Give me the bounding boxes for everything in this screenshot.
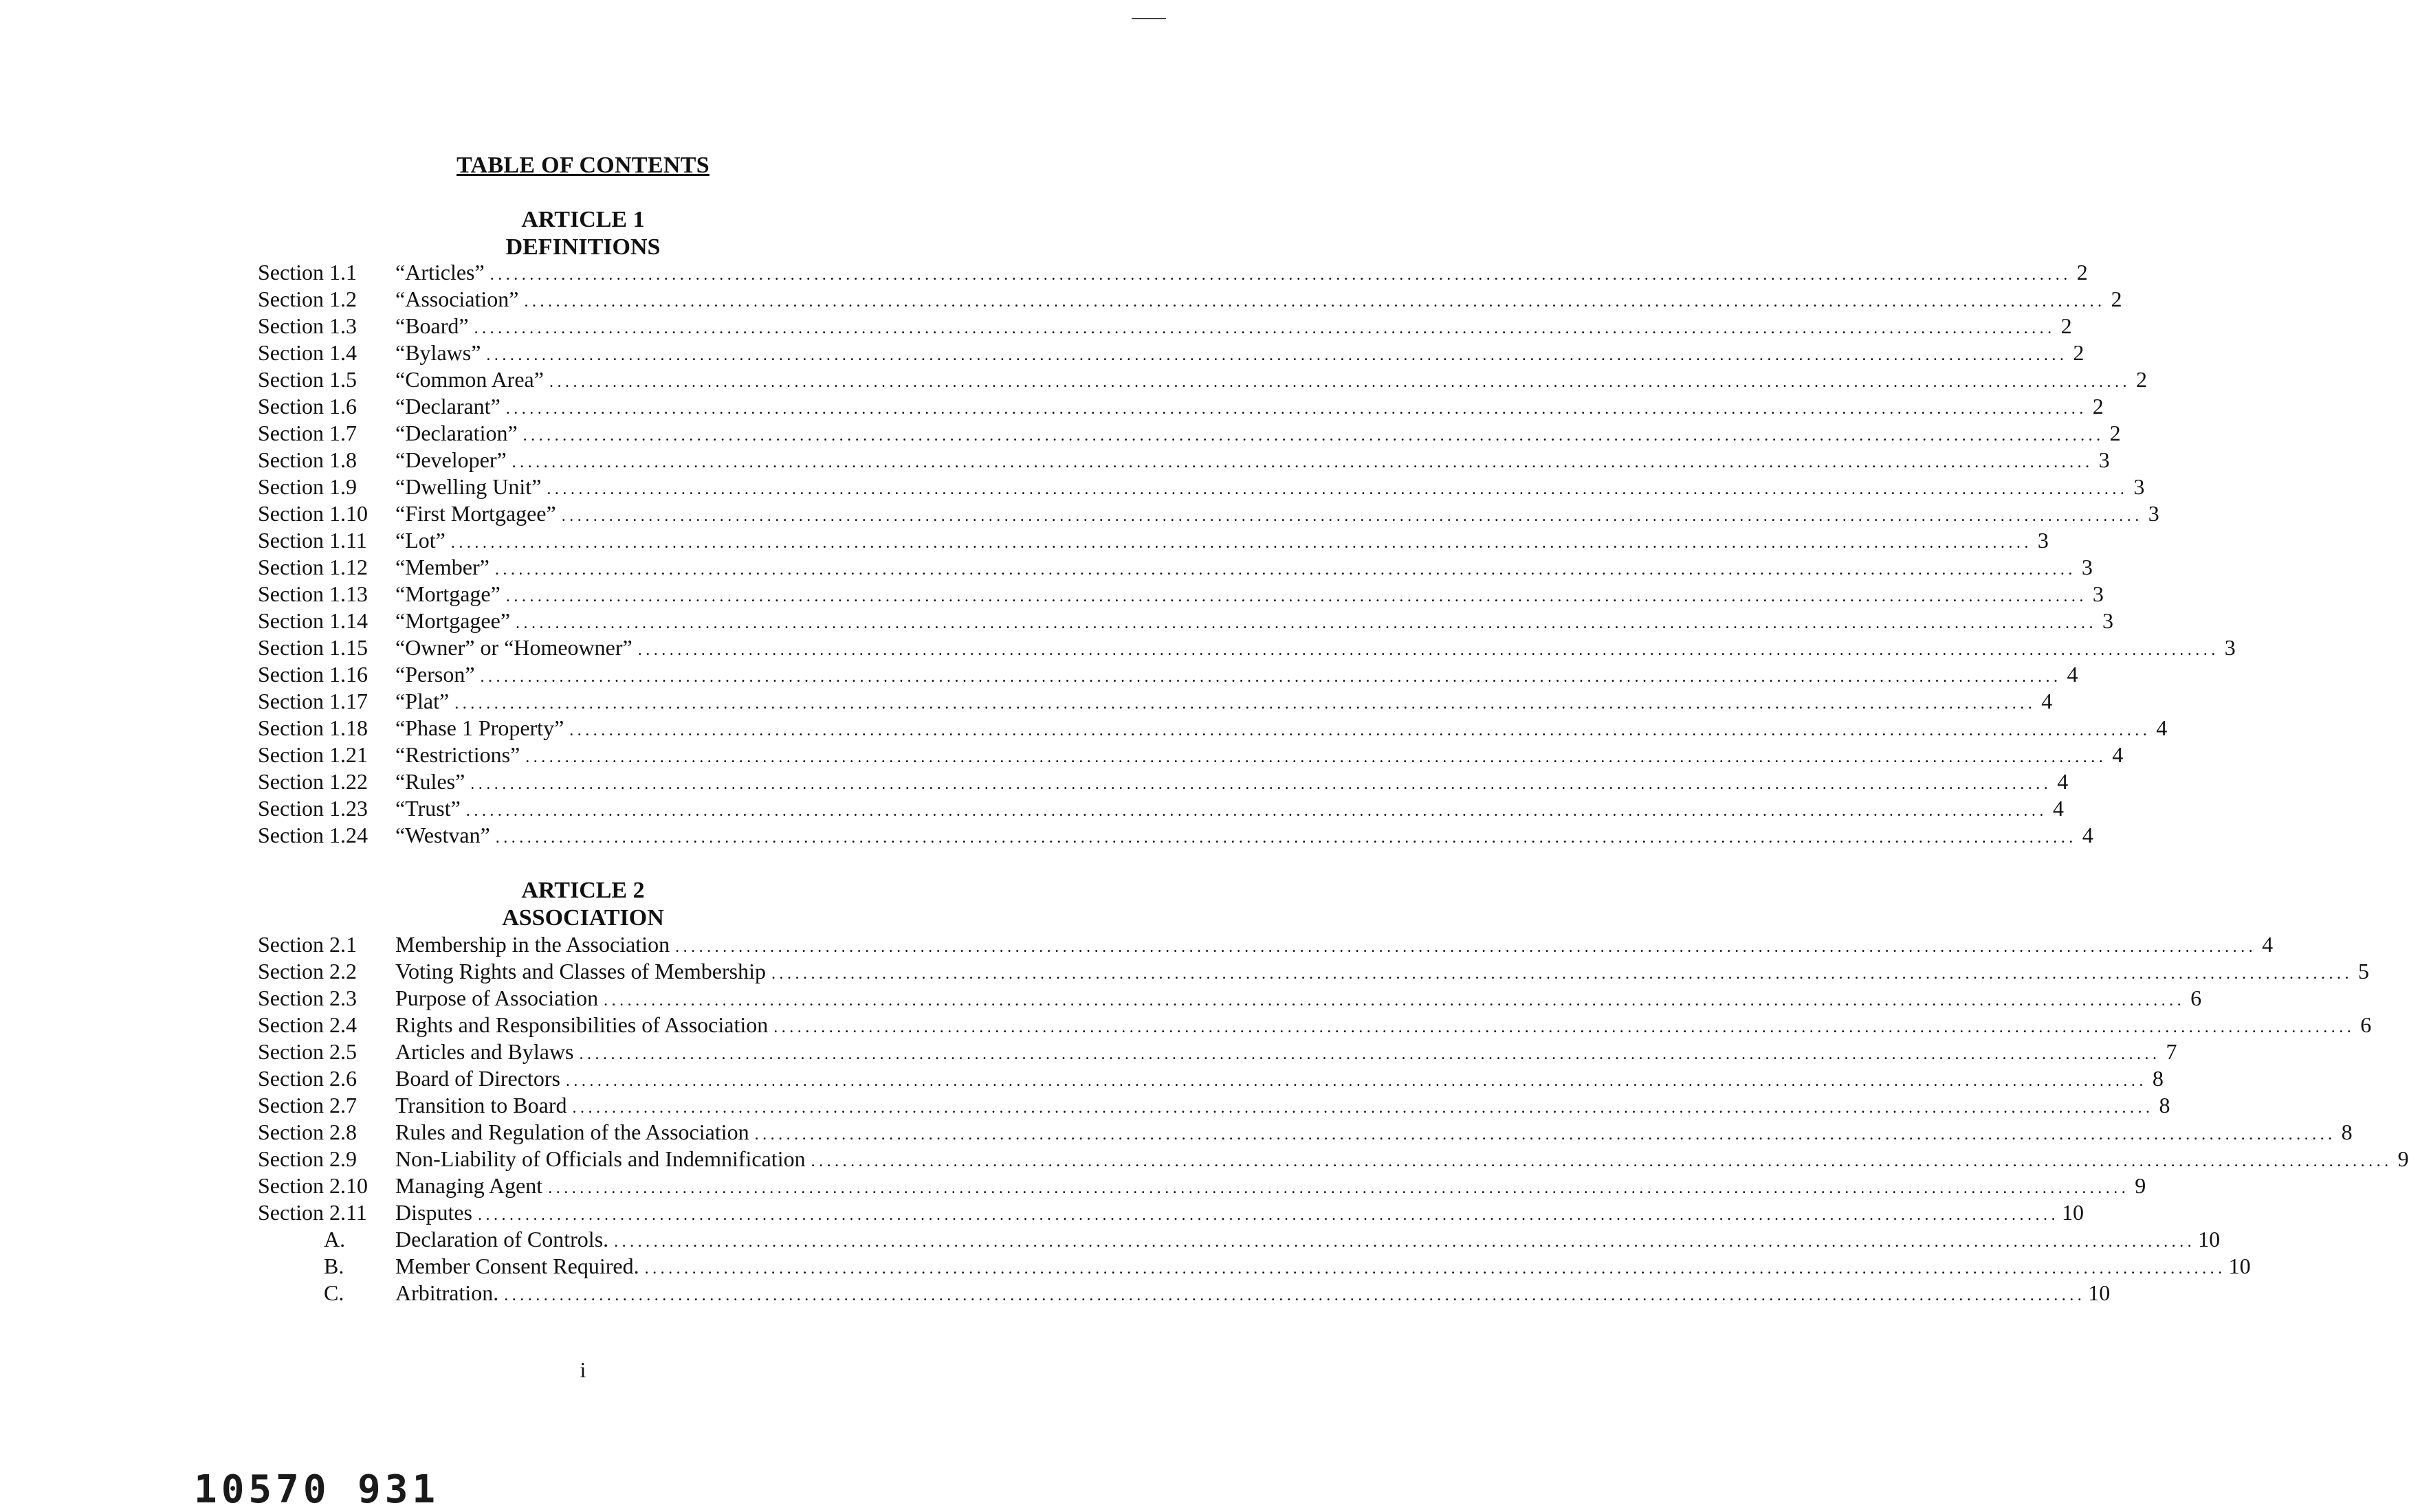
section-label: Section 2.11 (258, 1200, 367, 1225)
entry-line (395, 1012, 2372, 1041)
section-label: A. (324, 1227, 346, 1252)
entry-title: Membership in the Association (395, 932, 670, 957)
dot-leader: ........................................................................................................................................................................................................ (675, 938, 2257, 956)
section-label: Section 2.9 (258, 1146, 357, 1171)
toc-entry (0, 931, 2274, 958)
article-1-number: ARTICLE 1 (521, 207, 645, 232)
entry-title: Non-Liability of Officials and Indemnification (395, 1146, 806, 1171)
entry-line (395, 500, 2159, 530)
page-number: 3 (2148, 501, 2159, 526)
article-2-entries (0, 931, 2409, 1307)
page-title: TABLE OF CONTENTS (456, 153, 710, 178)
toc-entry (0, 366, 2147, 393)
page-number: 2 (2073, 340, 2084, 365)
entry-line (395, 1280, 2111, 1309)
dot-leader: ........................................................................................................................................................................................................ (547, 480, 2128, 498)
entry-line (395, 1226, 2221, 1256)
page-number: 2 (2092, 394, 2104, 419)
entry-line (395, 286, 2122, 315)
toc-entry (0, 1146, 2409, 1172)
dot-leader: ........................................................................................................................................................................................................ (474, 320, 2056, 337)
page-number: 4 (2067, 662, 2078, 687)
entry-line (395, 340, 2084, 369)
entry-line (395, 447, 2110, 476)
dot-leader: ........................................................................................................................................................................................................ (614, 1233, 2196, 1251)
dot-leader: ........................................................................................................................................................................................................ (486, 346, 2068, 364)
dot-leader: ........................................................................................................................................................................................................ (754, 1126, 2336, 1144)
dot-leader: ........................................................................................................................................................................................................ (525, 748, 2107, 766)
dot-leader: ........................................................................................................................................................................................................ (572, 1099, 2154, 1117)
entry-line (395, 1253, 2251, 1282)
article-2-name: ASSOCIATION (502, 905, 664, 931)
section-label: Section 2.1 (258, 932, 357, 957)
section-label: Section 2.4 (258, 1012, 357, 1037)
page-number: 8 (2159, 1093, 2170, 1118)
entry-line (395, 1065, 2164, 1095)
page-number: 10 (2228, 1254, 2251, 1278)
dot-leader: ........................................................................................................................................................................................................ (494, 561, 2076, 579)
page-number: 4 (2057, 769, 2069, 794)
page-number: 4 (2112, 742, 2124, 767)
page-number: 2 (2135, 367, 2147, 392)
dot-leader: ........................................................................................................................................................................................................ (561, 507, 2143, 525)
dot-leader: ........................................................................................................................................................................................................ (512, 454, 2093, 471)
page-number: 8 (2152, 1066, 2164, 1091)
article-2-heading (0, 877, 1166, 932)
entry-line (395, 313, 2072, 342)
section-label: Section 1.9 (258, 474, 357, 499)
section-label: Section 1.4 (258, 340, 357, 365)
toc-entry (0, 1280, 2111, 1307)
entry-line (395, 1199, 2084, 1229)
section-label: Section 2.3 (258, 986, 357, 1010)
section-label: Section 1.13 (258, 581, 368, 606)
entry-line (395, 1092, 2170, 1122)
entry-line (395, 634, 2236, 664)
section-label: Section 1.17 (258, 689, 368, 713)
entry-title: Transition to Board (395, 1093, 567, 1118)
entry-title: “Developer” (395, 447, 507, 472)
dot-leader: ........................................................................................................................................................................................................ (644, 1260, 2226, 1278)
page-number: 2 (2111, 287, 2122, 311)
entry-title: Arbitration. (395, 1280, 499, 1305)
dot-leader: ........................................................................................................................................................................................................ (811, 1153, 2392, 1170)
page-number: 4 (2052, 796, 2064, 821)
page-number: 4 (2156, 715, 2168, 740)
dot-leader: ........................................................................................................................................................................................................ (505, 588, 2087, 605)
section-label: Section 1.10 (258, 501, 368, 526)
section-label: Section 1.7 (258, 421, 357, 445)
dot-leader: ........................................................................................................................................................................................................ (773, 1019, 2355, 1036)
section-label: Section 1.12 (258, 555, 368, 579)
entry-line (395, 554, 2093, 583)
toc-entry (0, 715, 2168, 742)
article-1-entries (0, 259, 2236, 849)
entry-title: Rules and Regulation of the Association (395, 1120, 749, 1144)
page-number: 3 (2092, 581, 2104, 606)
entry-title: “Mortgagee” (395, 608, 511, 633)
entry-title: “Trust” (395, 796, 461, 821)
toc-entry (0, 1065, 2164, 1092)
toc-entry (0, 768, 2069, 795)
entry-title: “Owner” or “Homeowner” (395, 635, 632, 660)
entry-title: “Association” (395, 287, 519, 311)
stamp-number-left: 10570 (194, 1467, 331, 1512)
toc-entry (0, 688, 2053, 715)
page-number: 10 (2088, 1280, 2111, 1305)
entry-title: “Member” (395, 555, 490, 579)
dot-leader: ........................................................................................................................................................................................................ (637, 641, 2219, 659)
page-number: 9 (2397, 1146, 2409, 1171)
section-label: Section 2.7 (258, 1093, 357, 1118)
dot-leader: ........................................................................................................................................................................................................ (478, 1206, 2059, 1224)
entry-title: Rights and Responsibilities of Association (395, 1012, 769, 1037)
section-label: B. (324, 1254, 344, 1278)
dot-leader: ........................................................................................................................................................................................................ (454, 695, 2036, 713)
section-label: C. (324, 1280, 344, 1305)
dot-leader: ........................................................................................................................................................................................................ (450, 534, 2032, 552)
page-number: 7 (2166, 1039, 2177, 1064)
section-label: Section 2.10 (258, 1173, 368, 1198)
toc-entry (0, 958, 2369, 985)
entry-line (395, 259, 2088, 289)
dot-leader: ........................................................................................................................................................................................................ (522, 427, 2104, 445)
dot-leader: ........................................................................................................................................................................................................ (465, 802, 2047, 820)
section-label: Section 1.8 (258, 447, 357, 472)
toc-entry (0, 742, 2124, 768)
dot-leader: ........................................................................................................................................................................................................ (490, 266, 2071, 284)
section-label: Section 1.5 (258, 367, 357, 392)
toc-entry (0, 554, 2093, 581)
entry-title: “Declarant” (395, 394, 500, 419)
entry-title: Declaration of Controls. (395, 1227, 609, 1252)
toc-entry (0, 985, 2202, 1012)
dot-leader: ........................................................................................................................................................................................................ (504, 1287, 2086, 1304)
entry-line (395, 661, 2078, 691)
toc-entry (0, 795, 2064, 822)
entry-line (395, 366, 2147, 396)
toc-entry (0, 286, 2122, 313)
article-1-heading (0, 206, 1166, 261)
entry-title: Voting Rights and Classes of Membership (395, 959, 766, 983)
dot-leader: ........................................................................................................................................................................................................ (569, 722, 2151, 740)
toc-entry (0, 634, 2236, 661)
toc-entry (0, 340, 2084, 366)
page-number: 10 (2062, 1200, 2084, 1225)
stamp-number-right: 931 (358, 1467, 440, 1512)
entry-line (395, 715, 2168, 744)
page-number: 6 (2190, 986, 2202, 1010)
section-label: Section 1.23 (258, 796, 368, 821)
entry-title: “Declaration” (395, 421, 518, 445)
page-number: 2 (2109, 421, 2121, 445)
toc-entry (0, 1119, 2353, 1146)
dot-leader: ........................................................................................................................................................................................................ (604, 992, 2186, 1010)
dot-leader: ........................................................................................................................................................................................................ (480, 668, 2062, 686)
section-label: Section 1.1 (258, 260, 357, 285)
toc-entry (0, 1199, 2084, 1226)
toc-entry (0, 1012, 2372, 1038)
entry-title: “First Mortgagee” (395, 501, 556, 526)
entry-title: Managing Agent (395, 1173, 543, 1198)
dot-leader: ........................................................................................................................................................................................................ (524, 293, 2106, 311)
dot-leader: ........................................................................................................................................................................................................ (470, 775, 2052, 793)
entry-title: “Westvan” (395, 823, 490, 847)
entry-title: Disputes (395, 1200, 472, 1225)
entry-title: “Articles” (395, 260, 485, 285)
dot-leader: ........................................................................................................................................................................................................ (548, 1179, 2130, 1197)
page-number: 3 (2037, 528, 2049, 553)
entry-title: Articles and Bylaws (395, 1039, 574, 1064)
page-number: 2 (2060, 313, 2072, 338)
toc-entry (0, 1172, 2146, 1199)
section-label: Section 1.16 (258, 662, 368, 687)
section-label: Section 1.14 (258, 608, 368, 633)
page-number: 9 (2135, 1173, 2146, 1198)
page-number: 4 (2041, 689, 2053, 713)
section-label: Section 2.6 (258, 1066, 357, 1091)
toc-entry (0, 420, 2121, 447)
entry-line (395, 985, 2202, 1014)
entry-title: “Phase 1 Property” (395, 715, 564, 740)
dot-leader: ........................................................................................................................................................................................................ (495, 829, 2077, 847)
toc-entry (0, 313, 2072, 340)
toc-entry (0, 608, 2114, 634)
toc-entry (0, 259, 2088, 286)
section-label: Section 1.11 (258, 528, 367, 553)
page-number: 5 (2357, 959, 2369, 983)
page-number: 3 (2081, 555, 2093, 579)
dot-leader: ........................................................................................................................................................................................................ (549, 373, 2131, 391)
entry-line (395, 822, 2093, 852)
article-1-name: DEFINITIONS (505, 234, 661, 260)
toc-entry (0, 474, 2145, 500)
toc-entry (0, 1253, 2251, 1280)
entry-line (395, 1146, 2409, 1175)
entry-line (395, 581, 2104, 610)
entry-line (395, 1119, 2353, 1148)
section-label: Section 1.18 (258, 715, 368, 740)
entry-title: “Plat” (395, 689, 450, 713)
entry-title: Member Consent Required. (395, 1254, 639, 1278)
entry-line (395, 958, 2369, 988)
section-label: Section 2.8 (258, 1120, 357, 1144)
dot-leader: ........................................................................................................................................................................................................ (516, 614, 2098, 632)
page-number: 3 (2224, 635, 2236, 660)
corner-scan-mark (1132, 18, 1166, 19)
footer-page-number: i (580, 1357, 586, 1382)
section-label: Section 1.15 (258, 635, 368, 660)
section-label: Section 2.2 (258, 959, 357, 983)
toc-entry (0, 527, 2049, 554)
page-number: 8 (2341, 1120, 2353, 1144)
section-label: Section 1.3 (258, 313, 357, 338)
entry-line (395, 608, 2114, 637)
entry-title: “Restrictions” (395, 742, 520, 767)
entry-line (395, 742, 2124, 771)
entry-title: “Bylaws” (395, 340, 481, 365)
entry-title: “Common Area” (395, 367, 544, 392)
entry-line (395, 527, 2049, 557)
toc-entry (0, 1226, 2221, 1253)
page-number: 4 (2262, 932, 2274, 957)
page-number: 3 (2133, 474, 2145, 499)
toc-entry (0, 500, 2159, 527)
entry-title: “Mortgage” (395, 581, 500, 606)
page-number: 3 (2098, 447, 2110, 472)
toc-entry (0, 661, 2078, 688)
entry-title: “Rules” (395, 769, 465, 794)
entry-line (395, 768, 2069, 798)
toc-entry (0, 393, 2104, 420)
entry-line (395, 931, 2274, 961)
section-label: Section 1.22 (258, 769, 368, 794)
entry-title: “Person” (395, 662, 475, 687)
entry-line (395, 1172, 2146, 1202)
section-label: Section 1.21 (258, 742, 368, 767)
page-number: 4 (2082, 823, 2093, 847)
dot-leader: ........................................................................................................................................................................................................ (771, 965, 2353, 983)
section-label: Section 1.6 (258, 394, 357, 419)
toc-entry (0, 581, 2104, 608)
dot-leader: ........................................................................................................................................................................................................ (505, 400, 2087, 418)
entry-title: “Lot” (395, 528, 446, 553)
dot-leader: ........................................................................................................................................................................................................ (579, 1045, 2161, 1063)
entry-title: Board of Directors (395, 1066, 560, 1091)
toc-entry (0, 1092, 2170, 1119)
entry-title: “Board” (395, 313, 469, 338)
entry-line (395, 795, 2064, 825)
toc-entry (0, 447, 2110, 474)
article-2-number: ARTICLE 2 (521, 878, 645, 903)
toc-entry (0, 1038, 2177, 1065)
section-label: Section 2.5 (258, 1039, 357, 1064)
entry-line (395, 393, 2104, 423)
page-number: 2 (2076, 260, 2088, 285)
entry-title: Purpose of Association (395, 986, 599, 1010)
entry-line (395, 420, 2121, 449)
dot-leader: ........................................................................................................................................................................................................ (565, 1072, 2147, 1090)
page-number: 6 (2360, 1012, 2372, 1037)
entry-line (395, 688, 2053, 718)
entry-title: “Dwelling Unit” (395, 474, 542, 499)
entry-line (395, 474, 2145, 503)
entry-line (395, 1038, 2177, 1068)
page-number: 3 (2102, 608, 2114, 633)
toc-entry (0, 822, 2093, 849)
section-label: Section 1.2 (258, 287, 357, 311)
page-number: 10 (2198, 1227, 2221, 1252)
section-label: Section 1.24 (258, 823, 368, 847)
